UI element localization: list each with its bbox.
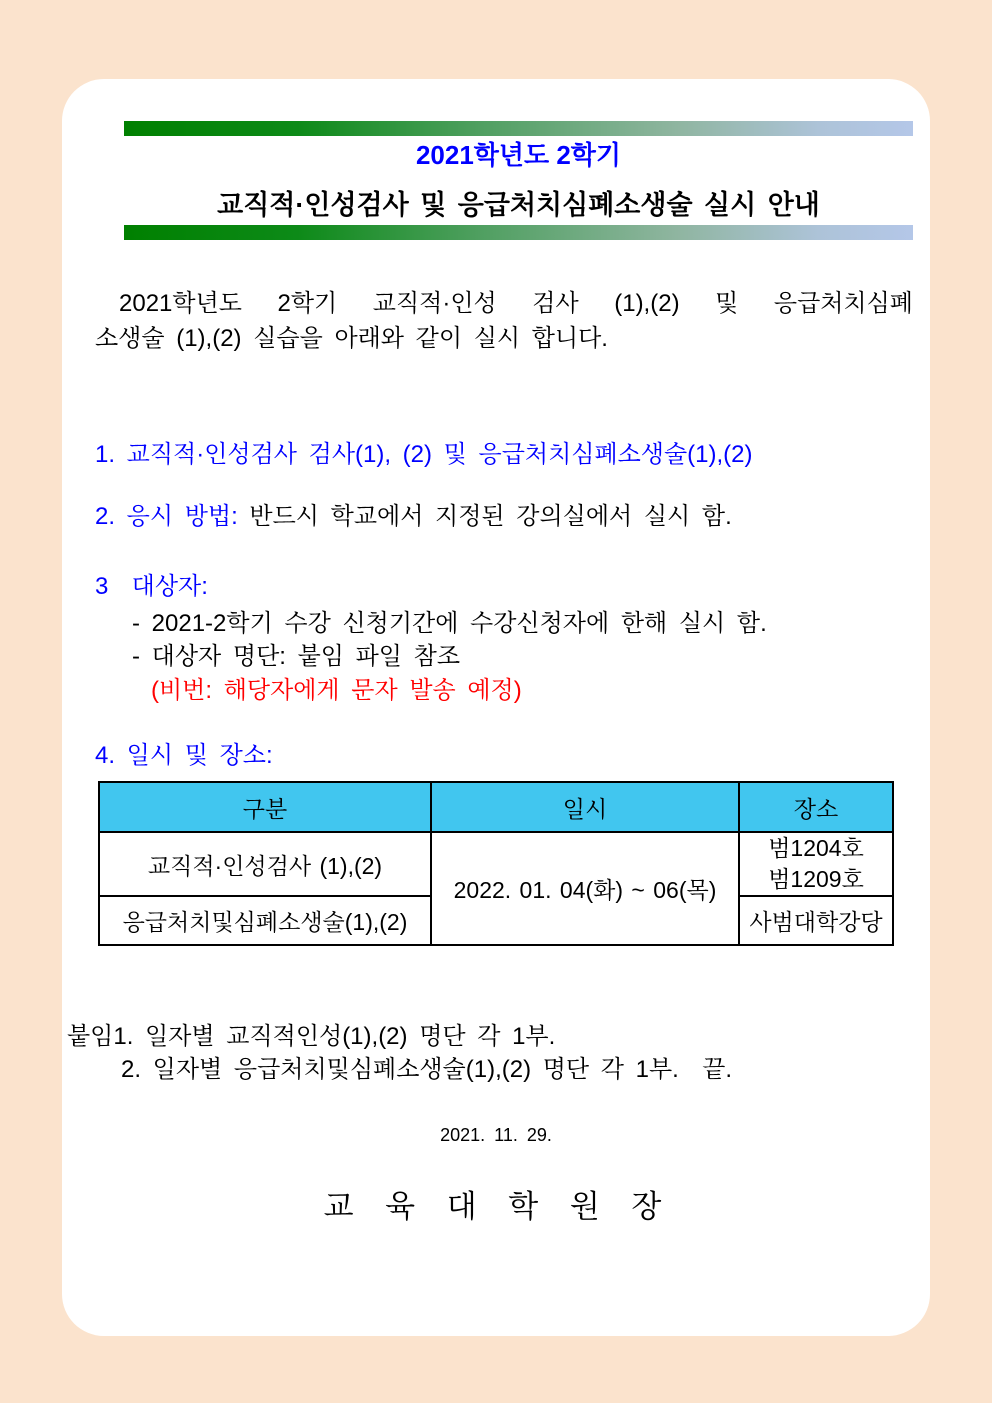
table-cell-location-1 bbox=[739, 832, 893, 896]
attachment-line-2: 2. 일자별 응급처치및심폐소생술(1),(2) 명단 각 1부. 끝. bbox=[121, 1056, 733, 1083]
header-gradient-bar-top bbox=[124, 121, 913, 136]
intro-paragraph bbox=[95, 286, 913, 356]
section-2-heading bbox=[95, 496, 732, 531]
location-line-2: 범1209호 bbox=[768, 866, 864, 892]
section-3-heading: 3 대상자: bbox=[95, 573, 208, 600]
table-row bbox=[99, 832, 893, 896]
section-3-bullet-1: - 2021-2학기 수강 신청기간에 수강신청자에 한해 실시 함. bbox=[132, 610, 767, 637]
table-header-row bbox=[99, 782, 893, 832]
table-header-location: 장소 bbox=[739, 782, 893, 832]
intro-line-2: 소생술 (1),(2) 실습을 아래와 같이 실시 합니다. bbox=[95, 325, 608, 352]
section-4-heading: 4. 일시 및 장소: bbox=[95, 742, 273, 769]
table-cell-datetime: 2022. 01. 04(화) ~ 06(목) bbox=[431, 832, 739, 945]
table-cell-category-1: 교직적·인성검사 (1),(2) bbox=[99, 832, 431, 896]
intro-line-1: 2021학년도 2학기 교직적·인성 검사 (1),(2) 및 응급처치심폐 bbox=[119, 290, 913, 317]
table-header-category: 구분 bbox=[99, 782, 431, 832]
document-date: 2021. 11. 29. bbox=[440, 1125, 552, 1145]
table-cell-location-2: 사범대학강당 bbox=[739, 896, 893, 945]
schedule-table bbox=[98, 781, 894, 946]
document-title: 교직적·인성검사 및 응급처치심폐소생술 실시 안내 bbox=[217, 190, 820, 220]
location-line-1: 범1204호 bbox=[768, 835, 864, 861]
section-2-text: 반드시 학교에서 지정된 강의실에서 실시 함. bbox=[237, 503, 732, 530]
section-2-label: 2. 응시 방법: bbox=[95, 503, 238, 530]
table-cell-category-2: 응급처치및심폐소생술(1),(2) bbox=[99, 896, 431, 945]
header-gradient-bar-bottom bbox=[124, 225, 913, 240]
section-1-heading: 1. 교직적·인성검사 검사(1), (2) 및 응급처치심폐소생술(1),(2) bbox=[95, 441, 753, 468]
table-header-datetime: 일시 bbox=[431, 782, 739, 832]
section-3-red-note: (비번: 해당자에게 문자 발송 예정) bbox=[151, 677, 522, 704]
section-3-bullet-2: - 대상자 명단: 붙임 파일 참조 bbox=[132, 643, 461, 670]
notice-card bbox=[62, 79, 930, 1336]
signer-title: 교 육 대 학 원 장 bbox=[323, 1189, 669, 1224]
term-title: 2021학년도 2학기 bbox=[415, 140, 622, 170]
attachment-line-1: 붙임1. 일자별 교직적인성(1),(2) 명단 각 1부. bbox=[67, 1023, 556, 1050]
